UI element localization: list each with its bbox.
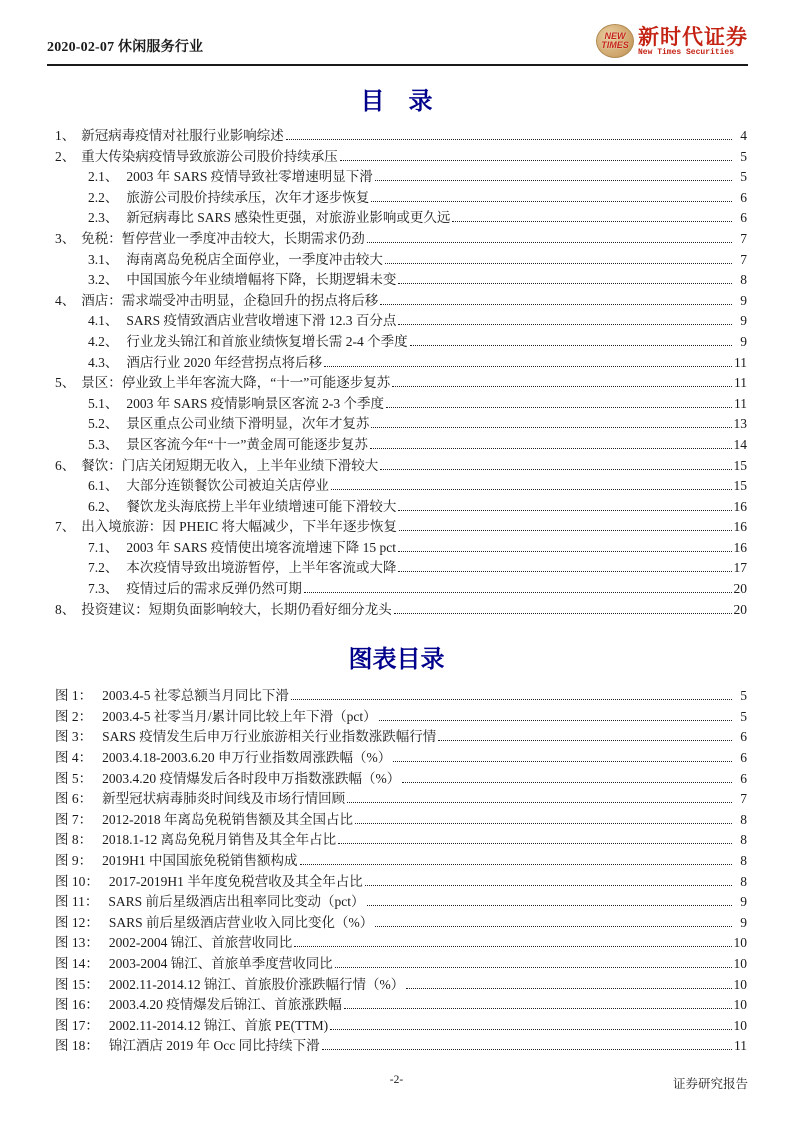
entry-label: 2003 年 SARS 疫情使出境客流增速下降 15 pct [126, 539, 397, 555]
entry-page-number: 6 [740, 729, 747, 745]
entry-number: 图 14： [55, 955, 99, 971]
entry-number: 6、 [55, 457, 76, 473]
toc-entry[interactable] [55, 250, 747, 271]
entry-label: 免税：暂停营业一季度冲击较大，长期需求仍劲 [81, 230, 365, 246]
brand-name-en: New Times Securities [638, 47, 735, 57]
dotted-leader [438, 740, 732, 741]
entry-page-number: 5 [740, 169, 747, 185]
brand-name-cn: 新时代证券 [638, 24, 748, 49]
entry-page-number: 16 [733, 498, 747, 514]
entry-number: 6.2、 [88, 498, 119, 514]
entry-page-number: 5 [740, 688, 747, 704]
dotted-leader [365, 885, 732, 886]
entry-page-number: 8 [740, 832, 747, 848]
figure-entry[interactable] [55, 748, 747, 769]
toc-entry[interactable] [55, 332, 747, 353]
toc-entry[interactable] [55, 600, 747, 621]
entry-number: 图 16： [55, 997, 99, 1013]
globe-badge-icon [596, 24, 634, 58]
entry-page-number: 6 [740, 750, 747, 766]
dotted-leader [406, 988, 732, 989]
dotted-leader [294, 946, 732, 947]
entry-number: 7.3、 [88, 581, 119, 597]
entry-page-number: 13 [733, 416, 747, 432]
figure-entry[interactable] [55, 892, 747, 913]
entry-page-number: 20 [733, 601, 747, 617]
entry-label: 新冠病毒比 SARS 感染性更强，对旅游业影响或更久远 [126, 210, 451, 226]
dotted-leader [452, 221, 732, 222]
toc-entry[interactable] [55, 476, 747, 497]
entry-page-number: 10 [733, 955, 747, 971]
dotted-leader [340, 160, 732, 161]
toc-entry[interactable] [55, 311, 747, 332]
entry-number: 4.1、 [88, 313, 119, 329]
entry-page-number: 17 [733, 560, 747, 576]
dotted-leader [375, 926, 732, 927]
entry-label: 2003.4.18-2003.6.20 申万行业指数周涨跌幅（%） [102, 750, 392, 766]
figure-entry[interactable] [55, 789, 747, 810]
entry-label: 景区重点公司业绩下滑明显，次年才复苏 [126, 416, 370, 432]
entry-page-number: 6 [740, 189, 747, 205]
toc-entry[interactable] [55, 188, 747, 209]
footer-report-type: 证券研究报告 [672, 1077, 748, 1091]
dotted-leader [371, 201, 732, 202]
page-footer [0, 1074, 793, 1090]
entry-label: SARS 疫情致酒店业营收增速下滑 12.3 百分点 [126, 313, 397, 329]
entry-page-number: 15 [733, 457, 747, 473]
dotted-leader [380, 304, 732, 305]
toc-list [0, 126, 793, 620]
dotted-leader [379, 720, 732, 721]
entry-number: 图 9： [55, 853, 93, 868]
dotted-leader [386, 407, 732, 408]
entry-number: 8、 [55, 601, 76, 617]
entry-page-number: 6 [740, 770, 747, 786]
entry-label: SARS 疫情发生后申万行业旅游相关行业指数涨跌幅行情 [102, 729, 437, 745]
entry-page-number: 9 [740, 313, 747, 329]
entry-number: 图 7： [55, 811, 93, 827]
toc-entry[interactable] [55, 373, 747, 394]
dotted-leader [394, 613, 732, 614]
entry-number: 4.2、 [88, 333, 119, 349]
entry-label: 酒店：需求端受冲击明显，企稳回升的拐点将后移 [81, 292, 379, 308]
entry-label: 锦江酒店 2019 年 Occ 同比持续下滑 [108, 1038, 320, 1054]
entry-label: 出入境旅游：因 PHEIC 将大幅减少，下半年逐步恢复 [81, 519, 398, 535]
header-divider [47, 64, 748, 66]
dotted-leader [300, 864, 733, 865]
figure-entry[interactable] [55, 810, 747, 831]
figure-entry[interactable] [55, 1016, 747, 1037]
toc-entry[interactable] [55, 497, 747, 518]
entry-number: 6.1、 [88, 478, 119, 494]
entry-label: 大部分连锁餐饮公司被迫关店停业 [126, 478, 329, 494]
dotted-leader [385, 263, 732, 264]
footer-page-number: -2- [389, 1074, 404, 1086]
entry-page-number: 14 [733, 436, 747, 452]
entry-page-number: 15 [733, 478, 747, 494]
figure-entry[interactable] [55, 686, 747, 707]
dotted-leader [355, 823, 732, 824]
dotted-leader [398, 510, 732, 511]
entry-page-number: 7 [740, 791, 747, 807]
page-header [0, 0, 793, 64]
entry-number: 5.3、 [88, 436, 119, 452]
entry-number: 3、 [55, 230, 76, 246]
entry-number: 图 8： [55, 832, 93, 848]
toc-entry[interactable] [55, 270, 747, 291]
entry-page-number: 20 [733, 581, 747, 597]
entry-page-number: 11 [734, 354, 747, 370]
entry-page-number: 8 [740, 853, 747, 868]
entry-number: 2.3、 [88, 210, 119, 226]
entry-page-number: 4 [740, 128, 747, 143]
entry-page-number: 10 [733, 935, 747, 951]
toc-entry[interactable] [55, 291, 747, 312]
dotted-leader [398, 551, 732, 552]
entry-label: 新冠病毒疫情对社服行业影响综述 [81, 128, 284, 143]
entry-number: 5.1、 [88, 395, 119, 411]
entry-label: 餐饮龙头海底捞上半年业绩增速可能下滑较大 [126, 498, 397, 514]
entry-page-number: 9 [740, 894, 747, 910]
entry-label: 疫情过后的需求反弹仍然可期 [126, 581, 302, 597]
dotted-leader [304, 592, 732, 593]
entry-page-number: 16 [733, 519, 747, 535]
entry-number: 图 13： [55, 935, 99, 951]
entry-label: 本次疫情导致出境游暂停，上半年客流或大降 [126, 560, 397, 576]
entry-page-number: 11 [734, 375, 747, 391]
entry-number: 图 11： [55, 894, 99, 910]
entry-label: 景区客流今年“十一”黄金周可能逐步复苏 [126, 436, 368, 452]
entry-number: 图 6： [55, 791, 93, 807]
entry-number: 7.1、 [88, 539, 119, 555]
dotted-leader [347, 802, 732, 803]
toc-entry[interactable] [55, 579, 747, 600]
entry-label: 餐饮：门店关闭短期无收入，上半年业绩下滑较大 [81, 457, 379, 473]
entry-number: 3.1、 [88, 251, 119, 267]
dotted-leader [399, 530, 732, 531]
entry-page-number: 9 [740, 333, 747, 349]
dotted-leader [367, 905, 732, 906]
entry-label: 2002.11-2014.12 锦江、首旅 PE(TTM) [108, 1017, 329, 1033]
entry-label: SARS 前后星级酒店出租率同比变动（pct） [108, 894, 365, 910]
entry-page-number: 6 [740, 210, 747, 226]
entry-page-number: 8 [740, 811, 747, 827]
dotted-leader [322, 1049, 732, 1050]
entry-number: 4、 [55, 292, 76, 308]
toc-entry[interactable] [55, 456, 747, 477]
entry-number: 5.2、 [88, 416, 119, 432]
dotted-leader [380, 469, 732, 470]
figure-list [0, 686, 793, 1057]
entry-number: 图 4： [55, 750, 93, 766]
dotted-leader [371, 427, 732, 428]
toc-entry[interactable] [55, 167, 747, 188]
entry-label: 2012-2018 年离岛免税销售额及其全国占比 [102, 811, 353, 827]
entry-page-number: 10 [733, 1017, 747, 1033]
figure-entry[interactable] [55, 851, 747, 872]
dotted-leader [398, 571, 732, 572]
entry-label: 海南离岛免税店全面停业，一季度冲击较大 [126, 251, 383, 267]
dotted-leader [367, 242, 732, 243]
entry-label: 2003.4.20 疫情爆发后锦江、首旅涨跌幅 [108, 997, 342, 1013]
dotted-leader [286, 139, 732, 140]
entry-page-number: 11 [734, 395, 747, 411]
entry-number: 3.2、 [88, 272, 119, 288]
entry-number: 图 10： [55, 873, 99, 889]
toc-entry[interactable] [55, 126, 747, 147]
toc-entry[interactable] [55, 208, 747, 229]
entry-label: 景区：停业致上半年客流大降，“十一”可能逐步复苏 [81, 375, 391, 391]
toc-entry[interactable] [55, 229, 747, 250]
dotted-leader [331, 489, 732, 490]
entry-page-number: 10 [733, 976, 747, 992]
entry-label: 重大传染病疫情导致旅游公司股价持续承压 [81, 148, 338, 164]
dotted-leader [344, 1008, 732, 1009]
entry-number: 2、 [55, 148, 76, 164]
figure-entry[interactable] [55, 830, 747, 851]
entry-label: 2018.1-12 离岛免税月销售及其全年占比 [102, 832, 337, 848]
figure-entry[interactable] [55, 872, 747, 893]
entry-page-number: 10 [733, 997, 747, 1013]
entry-label: 2002-2004 锦江、首旅营收同比 [108, 935, 293, 951]
entry-number: 7、 [55, 519, 76, 535]
entry-label: 投资建议：短期负面影响较大，长期仍看好细分龙头 [81, 601, 392, 617]
dotted-leader [393, 761, 732, 762]
toc-entry[interactable] [55, 538, 747, 559]
toc-entry[interactable] [55, 147, 747, 168]
figure-entry[interactable] [55, 1036, 747, 1057]
dotted-leader [375, 180, 732, 181]
entry-label: 2002.11-2014.12 锦江、首旅股价涨跌幅行情（%） [108, 976, 405, 992]
toc-entry[interactable] [55, 558, 747, 579]
toc-title-block [0, 88, 793, 116]
figure-entry[interactable] [55, 975, 747, 996]
toc-entry[interactable] [55, 394, 747, 415]
entry-number: 图 2： [55, 708, 93, 724]
entry-number: 5、 [55, 375, 76, 391]
entry-number: 图 1： [55, 688, 93, 704]
badge-text-new: NEW [604, 31, 626, 41]
entry-number: 图 5： [55, 770, 93, 786]
entry-page-number: 8 [740, 873, 747, 889]
entry-number: 图 17： [55, 1017, 99, 1033]
dotted-leader [324, 366, 732, 367]
dotted-leader [370, 448, 732, 449]
entry-page-number: 8 [740, 272, 747, 288]
entry-page-number: 7 [740, 230, 747, 246]
entry-label: 2003.4.20 疫情爆发后各时段申万指数涨跌幅（%） [102, 770, 401, 786]
entry-number: 7.2、 [88, 560, 119, 576]
entry-number: 2.2、 [88, 189, 119, 205]
dotted-leader [338, 843, 732, 844]
figure-entry[interactable] [55, 707, 747, 728]
entry-number: 图 15： [55, 976, 99, 992]
dotted-leader [410, 345, 732, 346]
figures-title-block [0, 646, 793, 674]
dotted-leader [335, 967, 732, 968]
entry-number: 4.3、 [88, 354, 119, 370]
dotted-leader [330, 1029, 732, 1030]
entry-page-number: 16 [733, 539, 747, 555]
toc-entry[interactable] [55, 414, 747, 435]
figure-entry[interactable] [55, 995, 747, 1016]
brand-logo [596, 24, 748, 58]
entry-label: 酒店行业 2020 年经营拐点将后移 [126, 354, 323, 370]
entry-label: SARS 前后星级酒店营业收入同比变化（%） [108, 914, 374, 930]
toc-title: 目 录 [360, 89, 433, 115]
entry-label: 新型冠状病毒肺炎时间线及市场行情回顾 [102, 791, 346, 807]
entry-page-number: 5 [740, 148, 747, 164]
dotted-leader [402, 782, 732, 783]
entry-page-number: 9 [740, 292, 747, 308]
entry-number: 图 12： [55, 914, 99, 930]
entry-label: 2003.4-5 社零当月/累计同比较上年下滑（pct） [102, 708, 377, 724]
figure-entry[interactable] [55, 727, 747, 748]
entry-number: 1、 [55, 128, 76, 143]
entry-label: 2017-2019H1 半年度免税营收及其全年占比 [108, 873, 363, 889]
entry-number: 图 3： [55, 729, 93, 745]
toc-entry[interactable] [55, 517, 747, 538]
entry-label: 行业龙头锦江和首旅业绩恢复增长需 2-4 个季度 [126, 333, 408, 349]
brand-name [638, 26, 748, 57]
dotted-leader [398, 283, 732, 284]
entry-label: 中国国旅今年业绩增幅将下降，长期逻辑未变 [126, 272, 397, 288]
entry-label: 2003 年 SARS 疫情导致社零增速明显下滑 [126, 169, 373, 185]
dotted-leader [291, 699, 732, 700]
dotted-leader [392, 386, 732, 387]
entry-page-number: 9 [740, 914, 747, 930]
figure-entry[interactable] [55, 769, 747, 790]
entry-label: 2003.4-5 社零总额当月同比下滑 [102, 688, 289, 704]
figure-entry[interactable] [55, 933, 747, 954]
entry-label: 2019H1 中国国旅免税销售额构成 [102, 853, 298, 868]
entry-label: 2003-2004 锦江、首旅单季度营收同比 [108, 955, 333, 971]
entry-page-number: 5 [740, 708, 747, 724]
toc-entry[interactable] [55, 435, 747, 456]
entry-label: 2003 年 SARS 疫情影响景区客流 2-3 个季度 [126, 395, 385, 411]
header-date-industry: 2020-02-07 休闲服务行业 [47, 40, 204, 55]
figure-entry[interactable] [55, 913, 747, 934]
figure-entry[interactable] [55, 954, 747, 975]
entry-number: 图 18： [55, 1038, 99, 1054]
entry-number: 2.1、 [88, 169, 119, 185]
figures-title: 图表目录 [348, 647, 445, 674]
entry-label: 旅游公司股价持续承压，次年才逐步恢复 [126, 189, 370, 205]
entry-page-number: 11 [734, 1038, 747, 1054]
entry-page-number: 7 [740, 251, 747, 267]
dotted-leader [398, 324, 732, 325]
badge-text-times: TIMES [601, 40, 629, 50]
toc-entry[interactable] [55, 353, 747, 374]
